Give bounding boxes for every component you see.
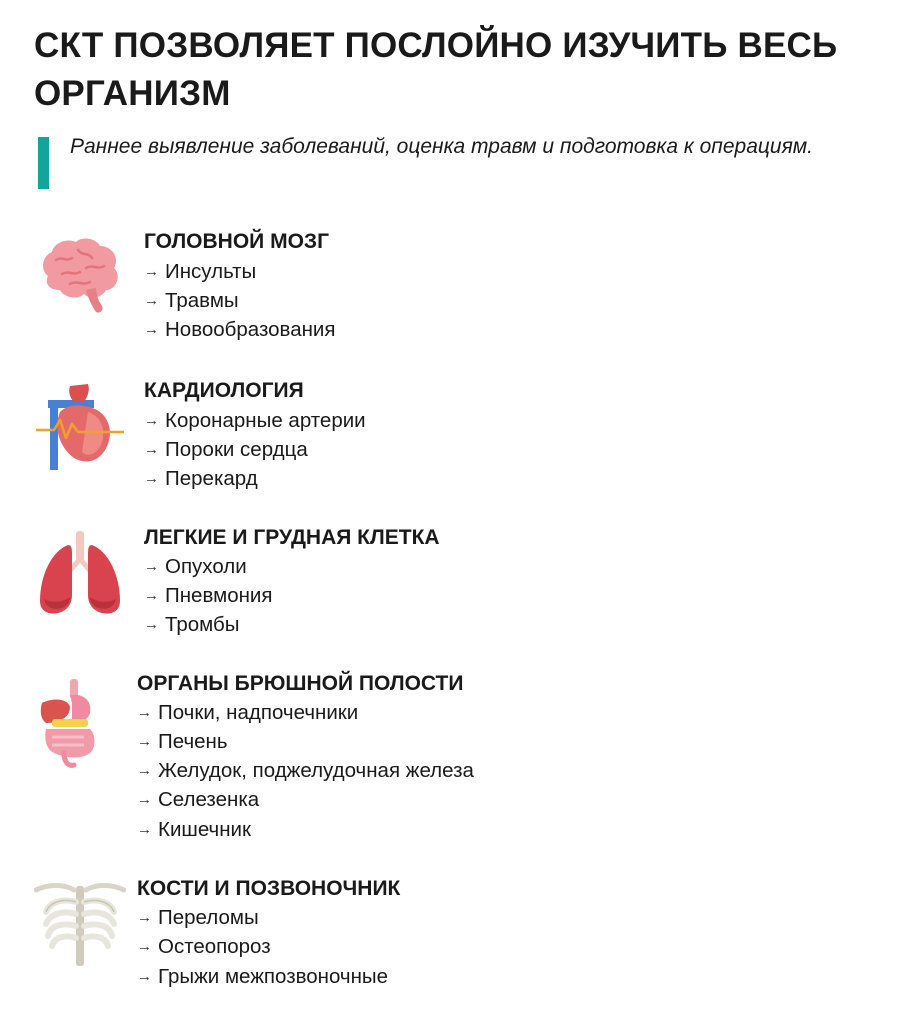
heart-icon bbox=[34, 382, 126, 474]
lungs-icon bbox=[34, 529, 126, 621]
arrow-icon: → bbox=[144, 263, 159, 280]
arrow-icon: → bbox=[144, 558, 159, 575]
arrow-icon: → bbox=[137, 821, 152, 838]
brain-icon bbox=[34, 230, 126, 322]
list-item: → Печень bbox=[137, 730, 228, 753]
arrow-icon: → bbox=[144, 441, 159, 458]
arrow-icon: → bbox=[137, 762, 152, 779]
list-item: → Переломы bbox=[137, 906, 259, 929]
list-item: → Кишечник bbox=[137, 818, 251, 841]
arrow-icon: → bbox=[144, 321, 159, 338]
arrow-icon: → bbox=[137, 733, 152, 750]
arrow-icon: → bbox=[144, 470, 159, 487]
list-item: → Пороки сердца bbox=[144, 438, 308, 461]
list-item: → Опухоли bbox=[144, 555, 247, 578]
list-item: → Селезенка bbox=[137, 788, 260, 811]
list-item: → Травмы bbox=[144, 289, 239, 312]
page-title: СКТ ПОЗВОЛЯЕТ ПОСЛОЙНО ИЗУЧИТЬ ВЕСЬ ОРГАНИЗМ bbox=[34, 26, 838, 113]
section-title: ОРГАНЫ БРЮШНОЙ ПОЛОСТИ bbox=[137, 672, 464, 695]
arrow-icon: → bbox=[144, 616, 159, 633]
ribcage-icon bbox=[34, 880, 126, 972]
section-title: КОСТИ И ПОЗВОНОЧНИК bbox=[137, 877, 401, 900]
section-title: КАРДИОЛОГИЯ bbox=[144, 379, 304, 402]
digestive-system-icon bbox=[34, 679, 126, 771]
list-item: → Остеопороз bbox=[137, 935, 271, 958]
arrow-icon: → bbox=[144, 292, 159, 309]
arrow-icon: → bbox=[144, 412, 159, 429]
subtitle: Раннее выявление заболеваний, оценка травм и подготовка к операциям. bbox=[70, 135, 814, 158]
list-item: → Грыжи межпозвоночные bbox=[137, 965, 389, 988]
arrow-icon: → bbox=[137, 968, 152, 985]
list-item: → Пневмония bbox=[144, 584, 273, 607]
list-item: → Инсульты bbox=[144, 260, 257, 283]
section-title: ГОЛОВНОЙ МОЗГ bbox=[144, 230, 329, 253]
list-item: → Новообразования bbox=[144, 318, 336, 341]
list-item: → Почки, надпочечники bbox=[137, 701, 359, 724]
section-title: ЛЕГКИЕ И ГРУДНАЯ КЛЕТКА bbox=[144, 526, 440, 549]
arrow-icon: → bbox=[137, 938, 152, 955]
subtitle-accent-bar bbox=[38, 137, 49, 189]
list-item: → Коронарные артерии bbox=[144, 409, 366, 432]
list-item: → Тромбы bbox=[144, 613, 240, 636]
arrow-icon: → bbox=[144, 587, 159, 604]
arrow-icon: → bbox=[137, 909, 152, 926]
list-item: → Перекард bbox=[144, 467, 258, 490]
arrow-icon: → bbox=[137, 704, 152, 721]
arrow-icon: → bbox=[137, 791, 152, 808]
list-item: → Желудок, поджелудочная железа bbox=[137, 759, 474, 782]
